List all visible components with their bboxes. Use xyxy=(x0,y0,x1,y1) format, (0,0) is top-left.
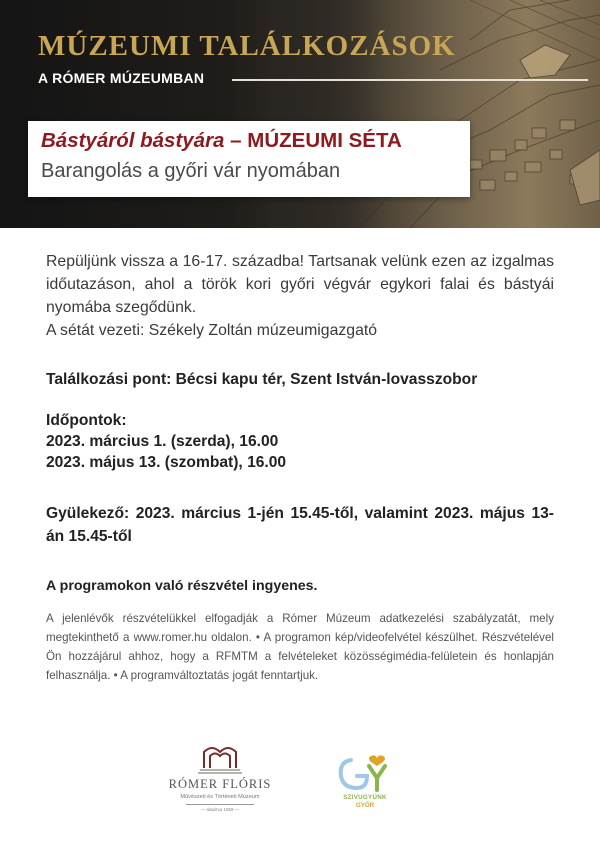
gathering-info: Gyülekező: 2023. március 1-jén 15.45-től, valamint 2023. május 13-án 15.45-től xyxy=(46,505,554,545)
romer-emblem-icon xyxy=(160,740,280,776)
event-subtitle: Barangolás a győri vár nyomában xyxy=(41,160,341,182)
romer-logo-founded: — alapítva 1859 — xyxy=(200,807,240,812)
event-title-card xyxy=(28,121,470,197)
series-title: MÚZEUMI TALÁLKOZÁSOK xyxy=(38,30,456,62)
intro-paragraph: Repüljünk vissza a 16-17. századba! Tartsanak velünk ezen az izgalmas időutazáson, ahol a török kori győri végvár egykori falai és bástyái nyomába szegődünk. xyxy=(46,253,554,316)
meeting-point: Találkozási pont: Bécsi kapu tér, Szent István-lovasszobor xyxy=(46,371,478,388)
free-admission-note: A programokon való részvétel ingyenes. xyxy=(46,578,318,594)
dates-block xyxy=(46,410,554,473)
date-item: 2023. március 1. (szerda), 16.00 xyxy=(46,433,279,450)
legal-notice: A jelenlévők részvételükkel elfogadják a Rómer Múzeum adatkezelési szabályzatát, mely megtekinthető a www.romer.hu oldalon. • A programon kép/videofelvétel készülhet. Részvételével Ön hozzájárul ahhoz, hogy a RFMTM a felvételeket közösségimédia-felületein és honlapján felhasználja. • A programváltoztatás jogát fenntartjuk. xyxy=(46,612,554,682)
event-title-italic: Bástyáról bástyára – xyxy=(41,129,242,152)
gyor-logo-line1: SZIVUGYÜNK xyxy=(343,794,387,801)
gyor-emblem-icon xyxy=(333,752,397,794)
romer-logo-subtitle: Művészeti és Történeti Múzeum xyxy=(180,794,260,800)
romer-logo-rule xyxy=(186,804,254,805)
gyor-logo-line2: GYŐR xyxy=(355,802,375,809)
romer-logo-name: RÓMER FLÓRIS xyxy=(168,777,272,791)
romer-museum-logo xyxy=(160,740,280,820)
dates-label: Időpontok: xyxy=(46,412,127,429)
gyor-heart-logo xyxy=(333,752,397,818)
header-divider xyxy=(232,79,588,81)
guide-line: A sétát vezeti: Székely Zoltán múzeumigazgató xyxy=(46,322,378,339)
date-item: 2023. május 13. (szombat), 16.00 xyxy=(46,454,287,471)
event-title xyxy=(41,129,402,153)
series-subtitle: A RÓMER MÚZEUMBAN xyxy=(38,70,205,86)
event-title-caps: MÚZEUMI SÉTA xyxy=(247,129,402,152)
intro-text xyxy=(46,250,554,342)
